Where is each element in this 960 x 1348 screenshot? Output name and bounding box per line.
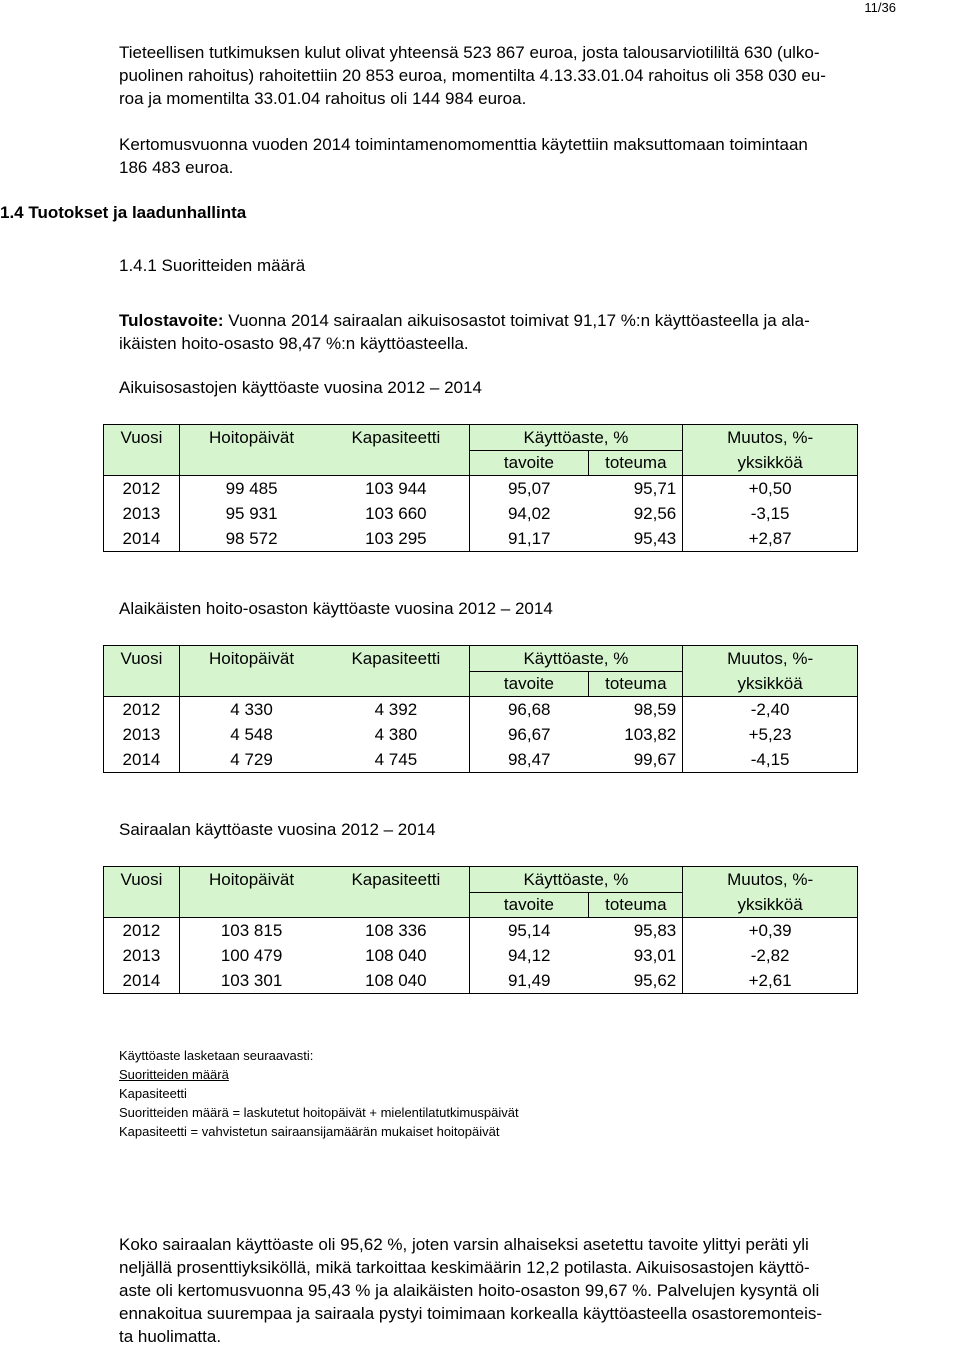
header-vuosi: Vuosi: [104, 867, 180, 893]
header-toteuma: toteuma: [589, 893, 683, 918]
cell-hoitopaivat: 98 572: [179, 526, 323, 552]
cell-tavoite: 91,49: [469, 968, 589, 994]
cell-muutos: +0,39: [683, 918, 858, 944]
cell-hoitopaivat: 100 479: [220, 945, 283, 965]
header-muutos: Muutos, %-: [683, 646, 858, 672]
cell-muutos: +0,50: [683, 476, 858, 502]
page-number: 11/36: [864, 0, 896, 15]
header-toteuma: toteuma: [589, 672, 683, 697]
cell-toteuma: 99,67: [589, 747, 683, 773]
header-hoitopaivat: Hoitopäivät: [179, 867, 323, 893]
cell-hoitopaivat: 95 931: [225, 503, 278, 523]
header-empty: [179, 672, 323, 697]
cell-tavoite: 96,67: [469, 722, 589, 747]
text-line: Kertomusvuonna vuoden 2014 toimintamenomomenttia käytettiin maksuttomaan toimintaan: [119, 135, 808, 154]
header-toteuma: toteuma: [589, 451, 683, 476]
header-empty: [104, 672, 180, 697]
cell-toteuma: 95,43: [589, 526, 683, 552]
table-row: [104, 526, 858, 552]
cell-muutos: -2,82: [683, 943, 858, 968]
cell-year: 2012: [104, 697, 180, 723]
cell-tavoite: 95,14: [469, 918, 589, 944]
header-empty: [323, 893, 469, 918]
text-line: ikäisten hoito-osasto 98,47 %:n käyttöasteella.: [119, 334, 469, 353]
header-empty: [323, 672, 469, 697]
header-kayttoaste: Käyttöaste, %: [469, 867, 683, 893]
header-vuosi: Vuosi: [104, 425, 180, 451]
cell-hoitopaivat: 103 815: [220, 920, 283, 940]
paragraph-research-costs: [119, 41, 949, 110]
table-hospital: [103, 866, 858, 994]
table-row: [104, 747, 858, 773]
text-line: aste oli kertomusvuonna 95,43 % ja alaikäisten hoito-osaston 99,67 %. Palvelujen kysyntä oli: [119, 1281, 820, 1300]
cell-toteuma: 95,62: [589, 968, 683, 994]
header-empty: [104, 451, 180, 476]
header-muutos: Muutos, %-: [683, 425, 858, 451]
cell-year: 2012: [104, 476, 180, 502]
cell-kapasiteetti: 4 745: [323, 747, 469, 773]
header-kayttoaste: Käyttöaste, %: [469, 646, 683, 672]
header-yksikkoa: yksikköä: [683, 451, 858, 476]
cell-kapasiteetti: 108 040: [323, 968, 469, 994]
section-heading: 1.4 Tuotokset ja laadunhallinta: [0, 203, 247, 222]
table-adults: [103, 424, 858, 552]
header-muutos: Muutos, %-: [683, 867, 858, 893]
cell-toteuma: 95,71: [633, 478, 677, 498]
formula-definition: Kapasiteetti = vahvistetun sairaansijamäärän mukaiset hoitopäivät: [119, 1124, 500, 1139]
cell-kapasiteetti: 108 336: [365, 920, 427, 940]
table-minors: [103, 645, 858, 773]
cell-tavoite: 96,68: [469, 697, 589, 723]
cell-hoitopaivat: 99 485: [225, 478, 278, 498]
cell-muutos: -2,40: [683, 697, 858, 723]
cell-tavoite: 98,47: [469, 747, 589, 773]
text-line: ta huolimatta.: [119, 1327, 222, 1346]
header-empty: [179, 893, 323, 918]
table-caption-adults: Aikuisosastojen käyttöaste vuosina 2012 – 2014: [119, 378, 482, 397]
header-vuosi: Vuosi: [104, 646, 180, 672]
header-empty: [323, 451, 469, 476]
cell-hoitopaivat: 4 548: [230, 724, 273, 744]
cell-year: 2014: [104, 526, 180, 552]
text-line: ennakoitua suurempaa ja sairaala pystyi toimimaan korkealla käyttöasteella osastoremonteis-: [119, 1304, 823, 1323]
header-kapasiteetti: Kapasiteetti: [323, 867, 469, 893]
cell-tavoite: 91,17: [469, 526, 589, 552]
cell-muutos: +5,23: [683, 722, 858, 747]
cell-year: 2013: [104, 501, 180, 526]
header-yksikkoa: yksikköä: [683, 893, 858, 918]
table-row: [104, 722, 858, 747]
paragraph-summary: [119, 1233, 949, 1348]
header-kapasiteetti: Kapasiteetti: [323, 646, 469, 672]
cell-kapasiteetti: 103 660: [365, 503, 427, 523]
table-row: [104, 697, 858, 723]
header-hoitopaivat: Hoitopäivät: [179, 646, 323, 672]
cell-toteuma: 95,83: [633, 920, 677, 940]
header-empty: [179, 451, 323, 476]
formula-numerator: Suoritteiden määrä: [119, 1067, 229, 1082]
text-line: Vuonna 2014 sairaalan aikuisosastot toimivat 91,17 %:n käyttöasteella ja ala-: [223, 311, 810, 330]
cell-muutos: -4,15: [683, 747, 858, 773]
cell-toteuma: 103,82: [624, 724, 677, 744]
table-row: [104, 501, 858, 526]
cell-hoitopaivat: 103 301: [179, 968, 323, 994]
goal-label: Tulostavoite:: [119, 311, 224, 330]
cell-muutos: -3,15: [683, 501, 858, 526]
table-row: [104, 968, 858, 994]
cell-muutos: +2,61: [683, 968, 858, 994]
formula-definition: Suoritteiden määrä = laskutetut hoitopäivät + mielentilatutkimuspäivät: [119, 1105, 519, 1120]
formula-block: [119, 1046, 519, 1141]
header-kapasiteetti: Kapasiteetti: [323, 425, 469, 451]
header-tavoite: tavoite: [469, 451, 589, 476]
cell-tavoite: 95,07: [469, 476, 589, 502]
cell-toteuma: 92,56: [633, 503, 677, 523]
cell-kapasiteetti: 4 380: [374, 724, 418, 744]
header-tavoite: tavoite: [469, 893, 589, 918]
cell-muutos: +2,87: [683, 526, 858, 552]
subsection-heading: 1.4.1 Suoritteiden määrä: [119, 256, 306, 275]
paragraph-free-activity: [119, 133, 949, 179]
cell-toteuma: 93,01: [633, 945, 677, 965]
cell-year: 2012: [104, 918, 180, 944]
cell-year: 2014: [104, 747, 180, 773]
cell-year: 2013: [104, 722, 180, 747]
cell-kapasiteetti: 108 040: [365, 945, 427, 965]
table-row: [104, 476, 858, 502]
text-line: roa ja momentilta 33.01.04 rahoitus oli 144 984 euroa.: [119, 89, 527, 108]
cell-year: 2013: [104, 943, 180, 968]
cell-kapasiteetti: 103 295: [323, 526, 469, 552]
cell-hoitopaivat: 4 330: [230, 699, 273, 719]
text-line: Tieteellisen tutkimuksen kulut olivat yhteensä 523 867 euroa, josta talousarviotililtä 630 (ulko-: [119, 43, 820, 62]
cell-tavoite: 94,12: [469, 943, 589, 968]
formula-intro: Käyttöaste lasketaan seuraavasti:: [119, 1048, 314, 1063]
cell-hoitopaivat: 4 729: [179, 747, 323, 773]
header-tavoite: tavoite: [469, 672, 589, 697]
header-yksikkoa: yksikköä: [683, 672, 858, 697]
cell-tavoite: 94,02: [469, 501, 589, 526]
formula-denominator: Kapasiteetti: [119, 1086, 187, 1101]
cell-kapasiteetti: 4 392: [374, 699, 418, 719]
header-hoitopaivat: Hoitopäivät: [179, 425, 323, 451]
table-row: [104, 943, 858, 968]
header-kayttoaste: Käyttöaste, %: [469, 425, 683, 451]
cell-kapasiteetti: 103 944: [365, 478, 427, 498]
cell-year: 2014: [104, 968, 180, 994]
table-caption-minors: Alaikäisten hoito-osaston käyttöaste vuosina 2012 – 2014: [119, 599, 553, 618]
text-line: 186 483 euroa.: [119, 158, 234, 177]
text-line: Koko sairaalan käyttöaste oli 95,62 %, joten varsin alhaiseksi asetettu tavoite ylittyi peräti yli: [119, 1235, 809, 1254]
text-line: neljällä prosenttiyksiköllä, mikä tarkoittaa keskimäärin 12,2 potilasta. Aikuisosastojen käyttö-: [119, 1258, 810, 1277]
cell-toteuma: 98,59: [633, 699, 677, 719]
table-row: [104, 918, 858, 944]
header-empty: [104, 893, 180, 918]
paragraph-goal: [119, 309, 949, 355]
table-caption-hospital: Sairaalan käyttöaste vuosina 2012 – 2014: [119, 820, 436, 839]
text-line: puolinen rahoitus) rahoitettiin 20 853 euroa, momentilta 4.13.33.01.04 rahoitus oli 358 030 eu-: [119, 66, 826, 85]
